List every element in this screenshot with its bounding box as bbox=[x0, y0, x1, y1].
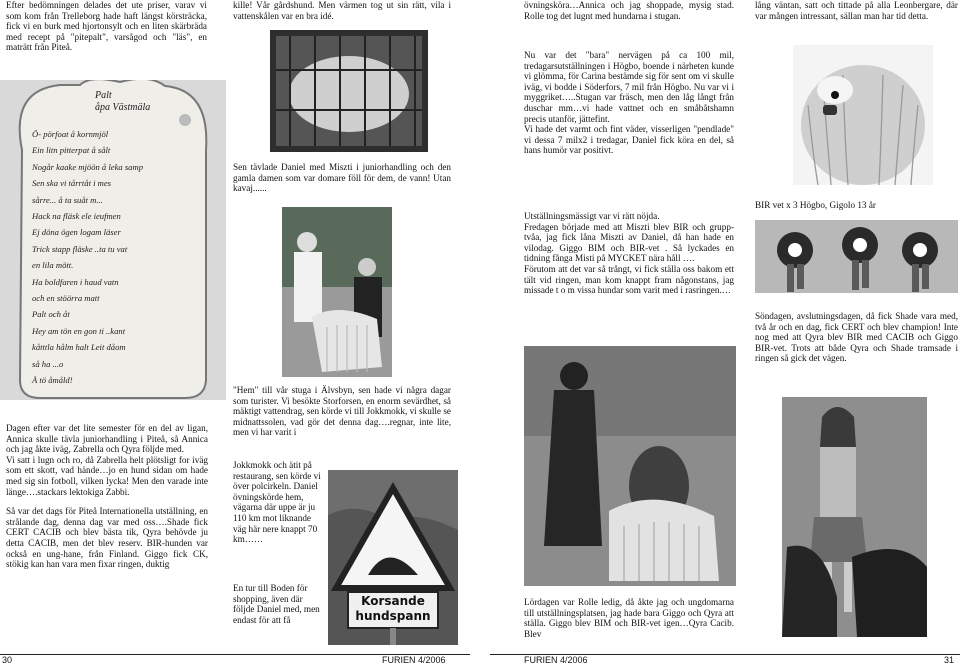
left-page-number: 30 bbox=[2, 655, 13, 665]
girl-with-dogs-photo bbox=[782, 397, 927, 637]
left-col2-narrow2: En tur till Boden för shopping, även där följde Daniel med, men endast för att få bbox=[233, 583, 320, 625]
board-line: Ein litn pitterpat å sålt bbox=[32, 145, 111, 156]
left-col1-body bbox=[6, 423, 208, 579]
board-line: sårre... å ta suåt m... bbox=[32, 194, 103, 205]
board-line: Hack na fläsk ele ieufmen bbox=[32, 211, 121, 222]
left-col2-mid: Sen tävlade Daniel med Miszti i juniorhandling och den gamla damen som var domare föll för dem, de vann! Utan kavaj...... bbox=[233, 162, 451, 194]
board-recipe-lines bbox=[32, 126, 202, 389]
board-line: Trick stapp fläske ..ta tu vat bbox=[32, 243, 128, 254]
board-line: Hey am tön en gon ti ..kant bbox=[32, 325, 126, 336]
board-line: Ha boldfaren i haud vatn bbox=[32, 276, 119, 287]
board-line: och en stöörra matt bbox=[32, 293, 100, 304]
cutting-board-photo bbox=[0, 80, 226, 400]
right-col1-top: övningsköra…Annica och jag shoppade, mysig stad. Rolle tog det lugnt med hundarna i stugan. bbox=[524, 0, 734, 21]
sign-text-2: hundspann bbox=[355, 609, 431, 623]
board-line: så ha ...o bbox=[32, 358, 64, 369]
board-line: Ej döna ögen logam läser bbox=[32, 227, 121, 238]
caption-bir-vet: BIR vet x 3 Högbo, Gigolo 13 år bbox=[755, 200, 876, 210]
left-col1-intro: Efter bedömningen delades det ute priser, varav vi som kom från Trelleborg hade haft längst körsträcka, fick vi en burk med hjortonsylt och en liten skärbräda med recept på "pitepalt", varsågod och "läs", en maträtt från Piteå. bbox=[6, 0, 207, 53]
board-line: en lila mött. bbox=[32, 260, 74, 271]
board-line: kåtttla hålm halt Leit dåom bbox=[32, 342, 126, 353]
paragraph: Så var det dags för Piteå Internationella utställning, en strålande dag, denna dag var med oss….Shade fick CERT CACIB och blev bästa tik, Qyra behövde ju detta CACIB, men det blev reserv. BIR-hunden var också en ung-hane, från Finland. Giggo fick CK, stökig kan han vara men fixar ringen, duktig bbox=[6, 506, 208, 570]
right-col2-mid: Söndagen, avslutningsdagen, då fick Shade vara med, två år och en dag, fick CERT och blev champion! Inte nog med att Qyra blev BIR med CACIB och Giggo BIR-vet. Trots att både Qyra och Shade tramsade i ringen så gick det vägen. bbox=[755, 311, 958, 364]
komondor-head-photo bbox=[793, 45, 933, 185]
right-magazine-name: FURIEN 4/2006 bbox=[524, 655, 588, 665]
board-line: Sen ska vi tårrtåt i mes bbox=[32, 178, 112, 189]
junior-handling-photo bbox=[282, 207, 392, 377]
sign-text-1: Korsande bbox=[361, 594, 425, 608]
right-page-number: 31 bbox=[944, 655, 955, 665]
rosettes-photo bbox=[755, 220, 958, 293]
board-line: Ö- pörfoat å kornmjöl bbox=[32, 129, 109, 139]
board-line: Palt och åt bbox=[32, 309, 70, 320]
right-col1-p2: Nu var det "bara" nervägen på ca 100 mil, tredagarsutställningen i Högbo, boende i närheten kunde vi glömma, för Carina bestämde sig för sent om vi skulle iväg, vi bodde i Söderfors, 7 mil från Högbo. Nu var vi i myggriket…..Stugan var fräsch, men den låg långt från duschar mm…vi hade vattnet och en småbåtshamn precis utanför, jättefint. Vi hade det varmt och fint väder, visserligen "pendlade" vi dessa 7 milx2 i tredagar, Daniel fick köra en del, så hans humör var positivt. bbox=[524, 50, 734, 156]
board-title: Palt åpa Västmäla bbox=[95, 90, 151, 113]
show-ring-photo bbox=[524, 346, 736, 586]
right-col1-bottom: Lördagen var Rolle ledig, då åkte jag och ungdomarna till utställningsplatsen, jag hade bara Giggo och Qyra att ställa. Giggo blev BIM och BIR-vet igen…Qyra Cacib. Blev bbox=[524, 597, 734, 639]
dog-in-crate-photo bbox=[270, 30, 428, 152]
paragraph: Dagen efter var det lite semester för en del av ligan, Annica skulle tävla juniorhandling i Piteå, så Annica och jag åkte iväg, Zabrella och Qyra följde med. Vi satt i lugn och ro, då Zabrella helt plötsligt for iväg som ett skott, vad hände…jo en hund sidan om hade med sig sin fotboll, vilken lycka! Men den varade inte länge….stackars lektokiga Zabbi. bbox=[6, 423, 208, 497]
left-col2-narrow: Jokkmokk och ätit på restaurang, sen körde vi över polcirkeln. Daniel övningskörde hem, vägarna där uppe är ju 110 km mot liknande väg här nere knappt 70 km…… bbox=[233, 460, 321, 545]
left-col2-top: kille! Vår gårdshund. Men värmen tog ut sin rätt, vila i vattenskålen var en bra idé. bbox=[233, 0, 451, 21]
right-col2-top: lång väntan, satt och tittade på alla Leonbergare, där var mången intressant, sällan man har tid detta. bbox=[755, 0, 958, 21]
right-col1-p3: Utställningsmässigt var vi rätt nöjda. Fredagen började med att Miszti blev BIR och grupp-tvåa, jag fick låna Miszti av Daniel, då han hade en vilodag. Giggo BIM och BIR-vet . Så lyckades en tidning fånga Misti på MYCKET nära håll …. Förutom att det var så trångt, vi fick ställa oss bakom ett tält vid ringen, man kom knappt fram någonstans, jag missade t o m vissa hundar som varit med i rasringen.… bbox=[524, 211, 734, 296]
board-line: Å tö åmåld! bbox=[32, 375, 73, 386]
left-col2-intro: "Hem" till vår stuga i Älvsbyn, sen hade vi några dagar som turister. Vi besökte Storforsen, en enorm sevärdhet, så mäktigt vattendrag, sen körde vi till Jokkmokk, vi skulle se midnattssolen, vad gör det denna dag….regnar, inte lite, men vi har varit i bbox=[233, 385, 451, 438]
board-line: Nogår kaake mjöön å leka samp bbox=[32, 161, 143, 172]
road-sign-photo bbox=[328, 470, 458, 645]
left-magazine-name: FURIEN 4/2006 bbox=[382, 655, 446, 665]
